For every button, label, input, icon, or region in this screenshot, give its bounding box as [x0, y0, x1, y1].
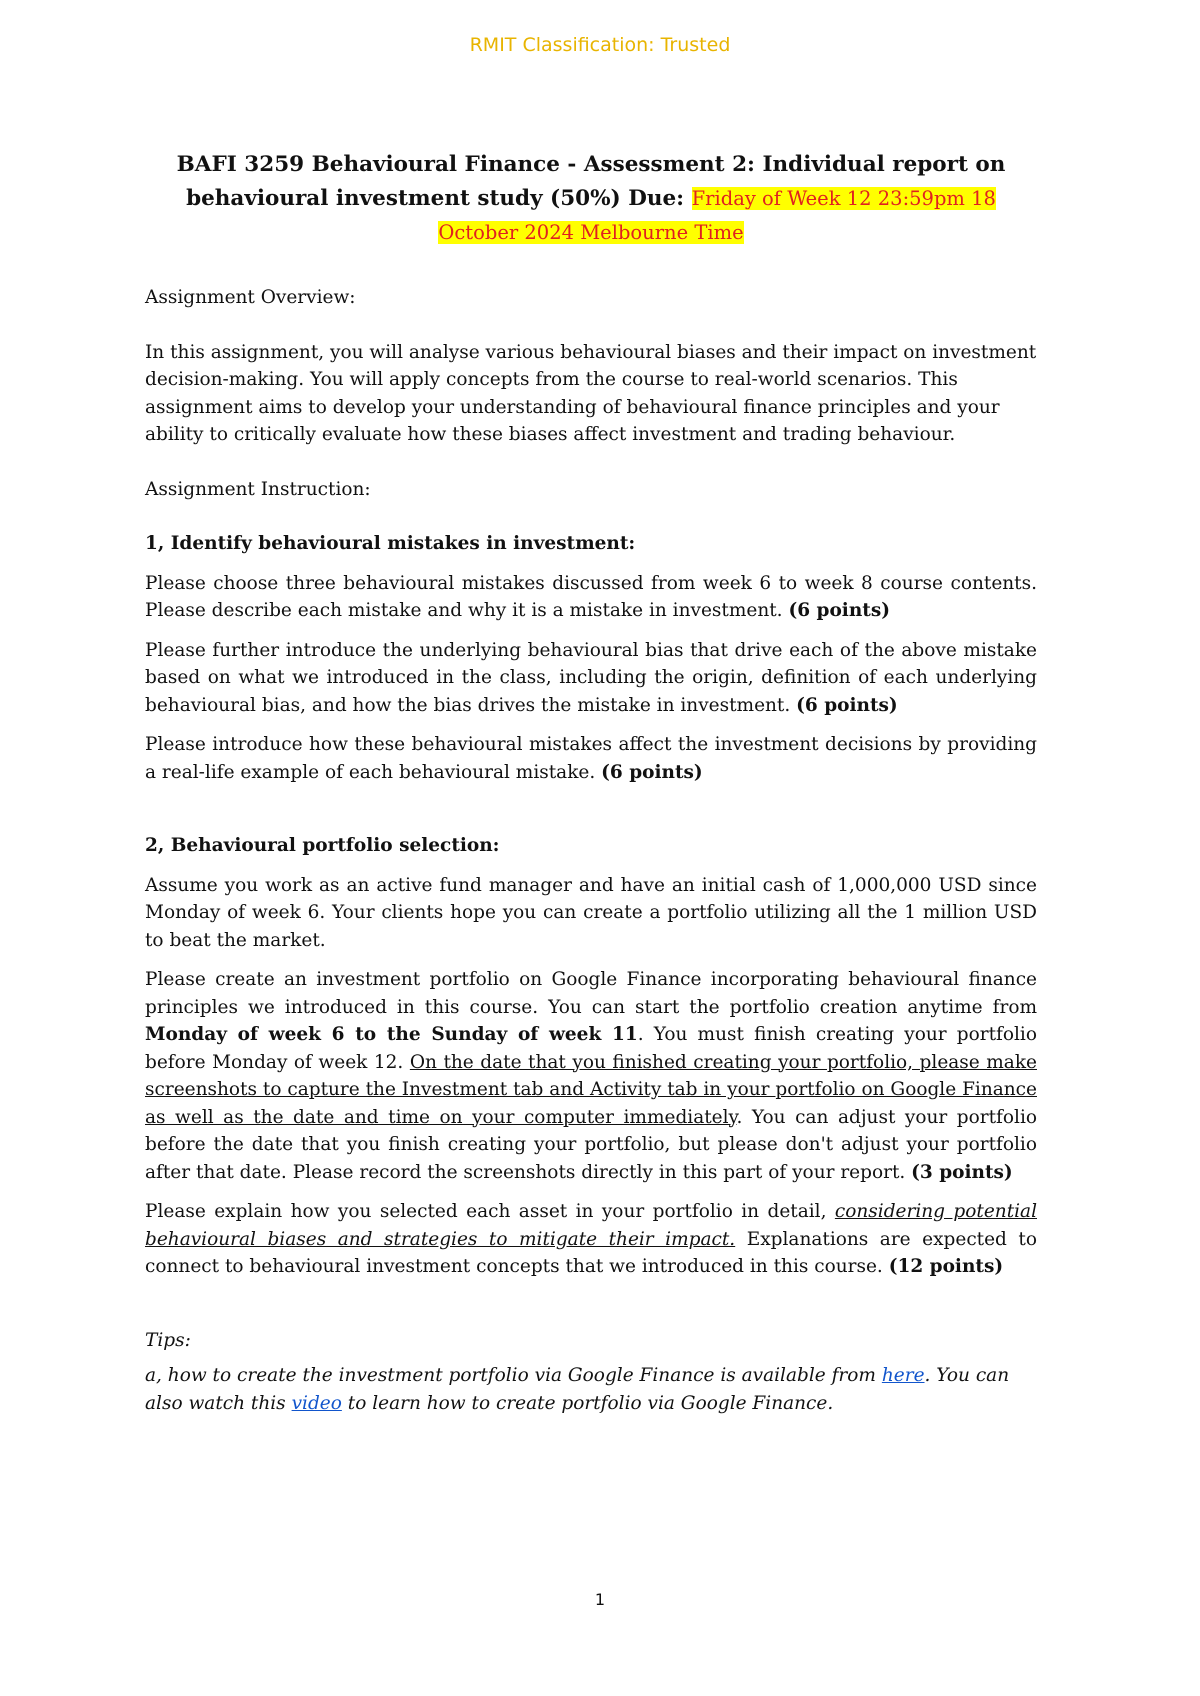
points-label: (12 points) — [888, 1256, 1004, 1277]
points-label: (6 points) — [788, 600, 891, 621]
section-2-heading: 2, Behavioural portfolio selection: — [145, 835, 500, 856]
title-main: BAFI 3259 Behavioural Finance - Assessment 2: Individual report on behavioural investment study (50%) Due: — [176, 152, 1006, 211]
points-label: (6 points) — [796, 694, 898, 716]
classification-label: RMIT Classification: Trusted — [469, 34, 731, 56]
due-date-highlight: Friday of Week 12 23:59pm 18 October 2024 Melbourne Time — [438, 187, 996, 244]
section-1-heading: 1, Identify behavioural mistakes in investment: — [145, 533, 636, 554]
points-label: (3 points) — [911, 1161, 1013, 1183]
overview-label: Assignment Overview: — [145, 287, 356, 308]
bold-period: Monday of week 6 to the Sunday of week 11 — [145, 1024, 638, 1045]
underlined-italic-text: considering potential behavioural biases and strategies to mitigate their impact. — [145, 1201, 1037, 1250]
section-2-paragraph-1: Assume you work as an active fund manager and have an initial cash of 1,000,000 USD since Monday of week 6. Your clients hope you can create a portfolio utilizing all the 1 million USD to beat the market. — [145, 874, 1037, 951]
section-2-paragraph-3: Please explain how you selected each asset in your portfolio in detail, considering potential behavioural biases and strategies to mitigate their impact. Explanations are expected to connect to behavioural investment concepts that we introduced in this course. (12 points) — [145, 1201, 1037, 1277]
video-link[interactable]: video — [291, 1392, 342, 1414]
instruction-label: Assignment Instruction: — [145, 478, 371, 500]
section-1-paragraph-2: Please further introduce the underlying behavioural bias that drive each of the above mistake based on what we introduced in the class, including the origin, definition of each underlying behavioural bias, and how the bias drives the mistake in investment. (6 points) — [145, 639, 1037, 716]
document-title — [145, 148, 1037, 250]
document-body — [145, 148, 1037, 1417]
section-1-paragraph-3: Please introduce how these behavioural mistakes affect the investment decisions by providing a real-life example of each behavioural mistake. (6 points) — [145, 734, 1037, 783]
page-number: 1 — [594, 1590, 606, 1609]
tips-item-a: a, how to create the investment portfolio via Google Finance is available from here. You can also watch this video to learn how to create portfolio via Google Finance. — [145, 1365, 1010, 1414]
underlined-instruction: On the date that you finished creating your portfolio, please make screenshots to capture the Investment tab and Activity tab in your portfolio on Google Finance as well as the date and time on your computer immediately — [145, 1051, 1037, 1128]
overview-text: In this assignment, you will analyse various behavioural biases and their impact on investment decision-making. You will apply concepts from the course to real-world scenarios. This assignment aims to develop your understanding of behavioural finance principles and your ability to critically evaluate how these biases affect investment and trading behaviour. — [145, 341, 1037, 445]
tips-label: Tips: — [145, 1329, 191, 1351]
points-label: (6 points) — [601, 761, 703, 783]
here-link[interactable]: here — [881, 1365, 925, 1386]
section-1-paragraph-1: Please choose three behavioural mistakes discussed from week 6 to week 8 course contents. Please describe each mistake and why it is a mistake in investment. (6 points) — [145, 572, 1037, 621]
section-2-paragraph-2: Please create an investment portfolio on Google Finance incorporating behavioural finance principles we introduced in this course. You can start the portfolio creation anytime from Monday of week 6 to the Sunday of week 11. You must finish creating your portfolio before Monday of week 12. On the date that you finished creating your portfolio, please make screenshots to capture the Investment tab and Activity tab in your portfolio on Google Finance as well as the date and time on your computer immediately. You can adjust your portfolio before the date that you finish creating your portfolio, but please don't adjust your portfolio after that date. Please record the screenshots directly in this part of your report. (3 points) — [145, 969, 1038, 1183]
